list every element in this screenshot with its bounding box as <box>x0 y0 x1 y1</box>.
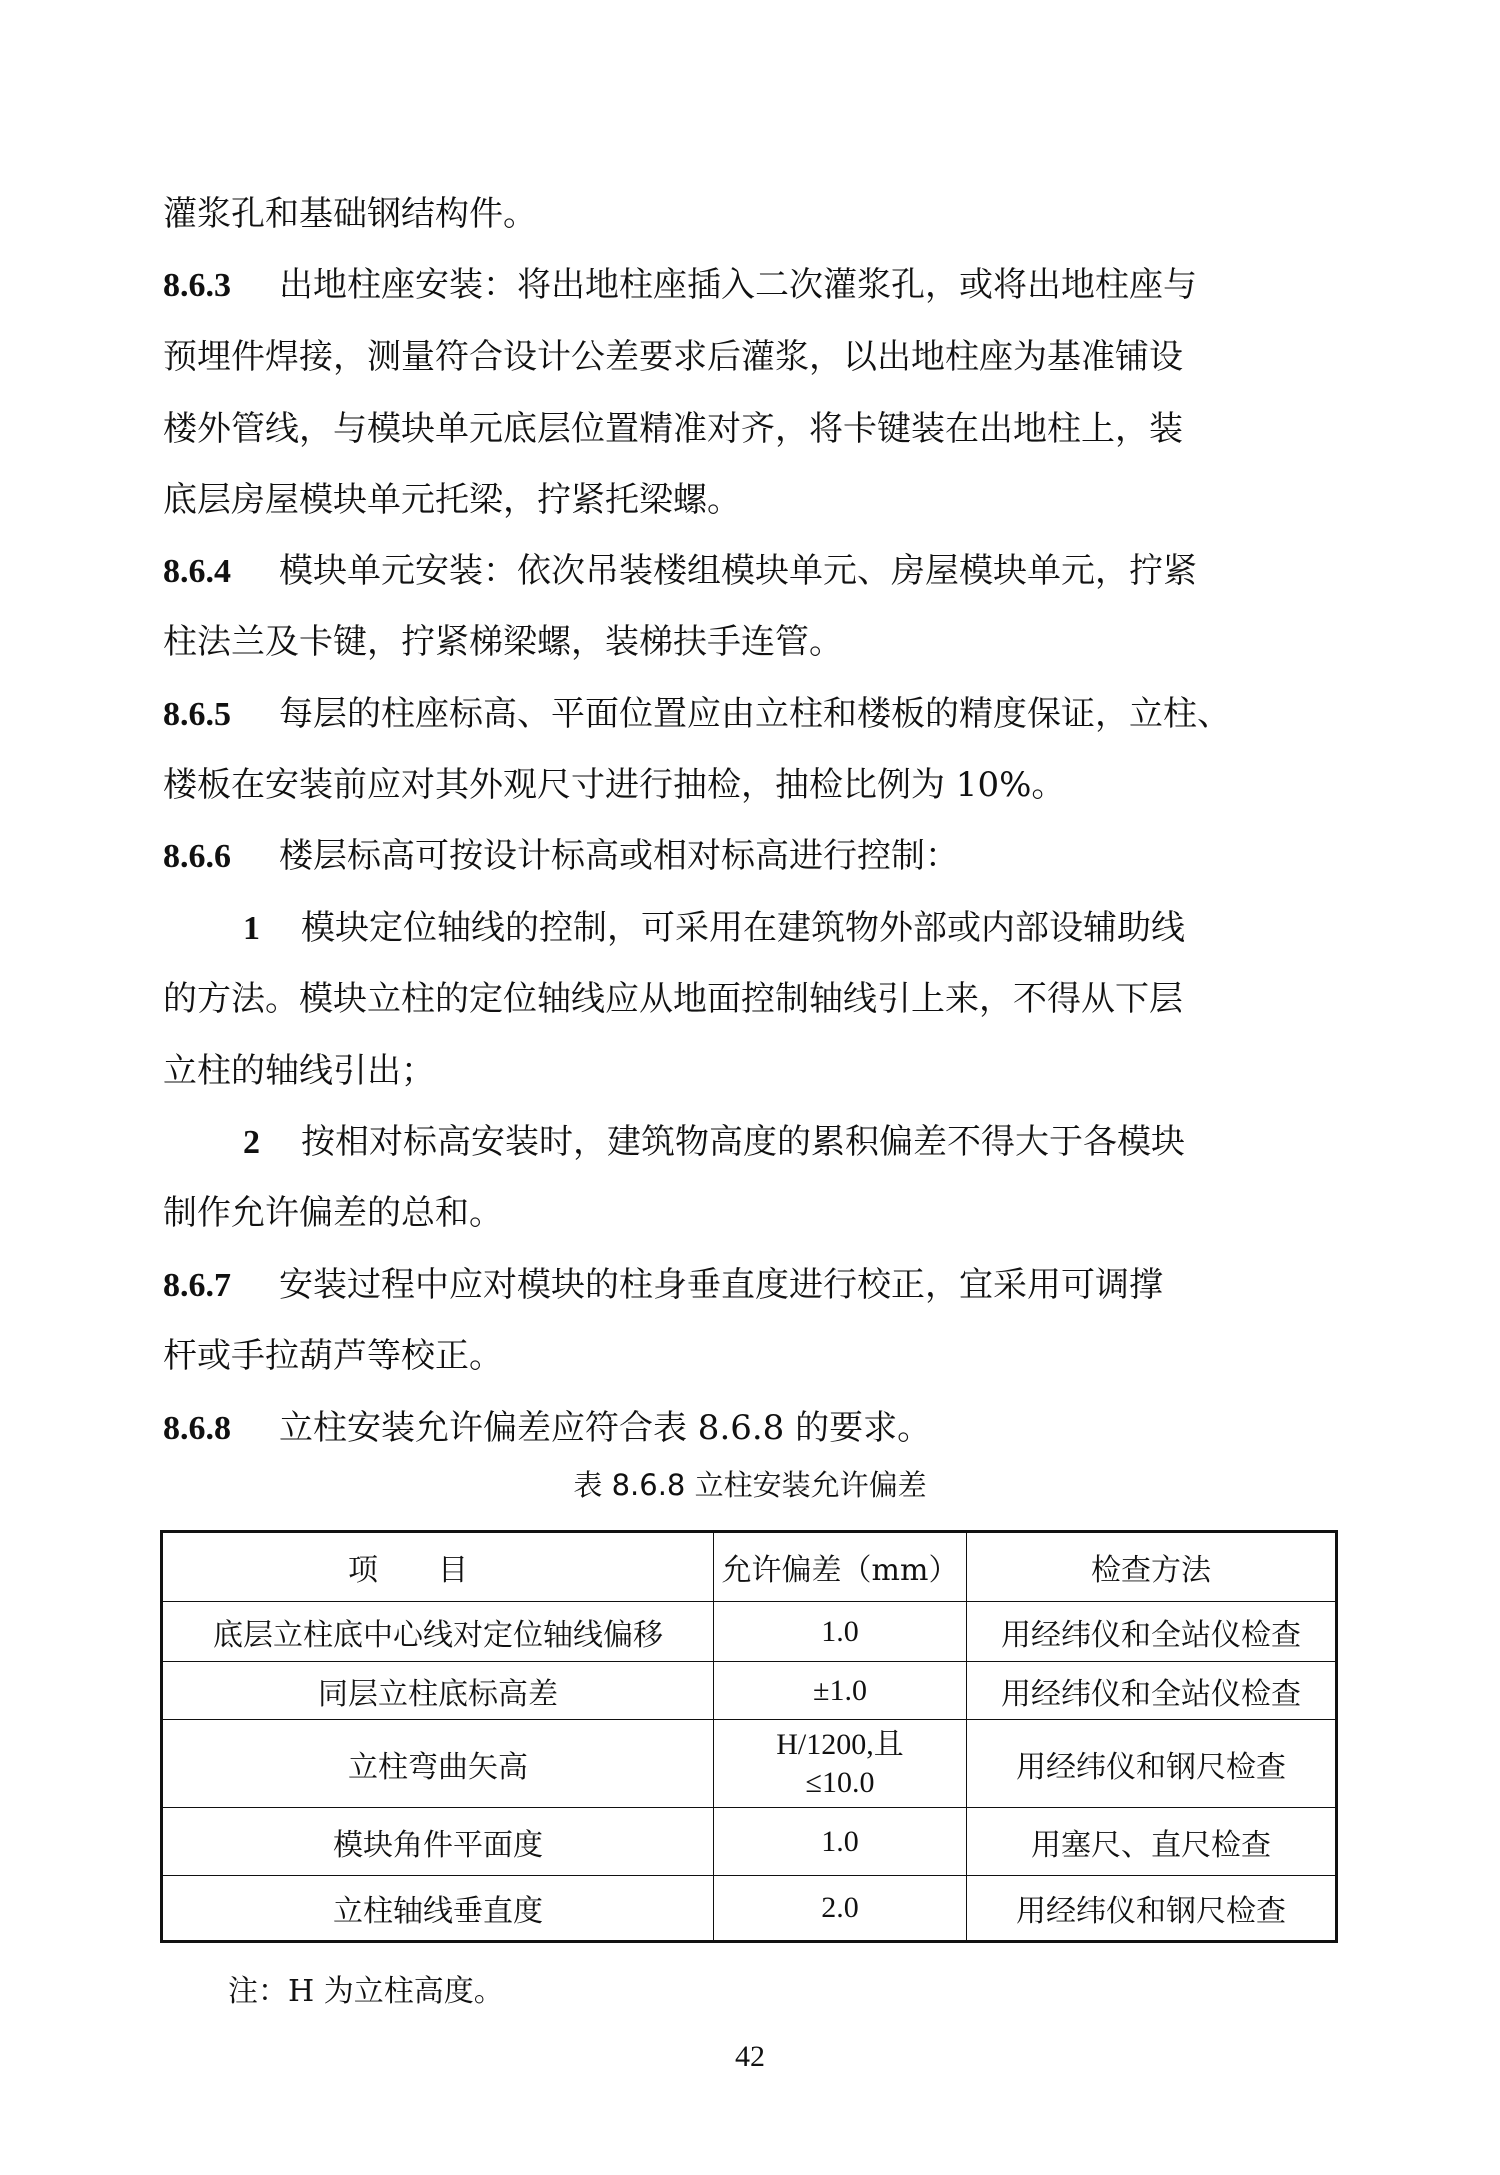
list-item-2-line-1 <box>163 1120 1423 1165</box>
item-number: 2 <box>243 1124 260 1161</box>
cell-tolerance: ±1.0 <box>714 1662 967 1720</box>
paragraph-continuation: 灌浆孔和基础钢结构件。 <box>163 194 537 234</box>
cell-tolerance: 1.0 <box>714 1808 967 1876</box>
table-row <box>162 1876 1337 1942</box>
clause-number: 8.6.5 <box>163 696 231 733</box>
cell-item: 同层立柱底标高差 <box>162 1662 714 1720</box>
clause-text-line: 预埋件焊接，测量符合设计公差要求后灌浆，以出地柱座为基准铺设 <box>163 337 1183 377</box>
header-tolerance: 允许偏差（mm） <box>714 1532 967 1602</box>
cell-tolerance <box>714 1720 967 1808</box>
header-method: 检查方法 <box>967 1532 1337 1602</box>
table-title: 表 8.6.8 立柱安装允许偏差 <box>573 1468 927 1502</box>
clause-8-6-6-line-1 <box>163 834 1343 879</box>
table-row <box>162 1808 1337 1876</box>
table-row <box>162 1720 1337 1808</box>
cell-item: 立柱弯曲矢高 <box>162 1720 714 1808</box>
clause-text: 安装过程中应对模块的柱身垂直度进行校正，宜采用可调撑 <box>279 1265 1163 1305</box>
clause-number: 8.6.3 <box>163 267 231 304</box>
cell-tolerance: 2.0 <box>714 1876 967 1942</box>
clause-text: 楼层标高可按设计标高或相对标高进行控制： <box>279 836 959 876</box>
clause-text: 出地柱座安装：将出地柱座插入二次灌浆孔，或将出地柱座与 <box>279 265 1197 305</box>
clause-text-line: 柱法兰及卡键，拧紧梯梁螺，装梯扶手连管。 <box>163 622 843 662</box>
cell-method: 用经纬仪和全站仪检查 <box>967 1662 1337 1720</box>
clause-number: 8.6.8 <box>163 1410 231 1447</box>
clause-text-line: 楼外管线，与模块单元底层位置精准对齐，将卡键装在出地柱上，装 <box>163 409 1183 449</box>
cell-tolerance: 1.0 <box>714 1602 967 1662</box>
deviation-table <box>160 1530 1338 1943</box>
clause-8-6-3-line-1 <box>163 263 1343 308</box>
clause-text-line: 底层房屋模块单元托梁，拧紧托梁螺。 <box>163 480 741 520</box>
clause-8-6-5-line-1 <box>163 692 1343 737</box>
clause-text: 每层的柱座标高、平面位置应由立柱和楼板的精度保证，立柱、 <box>279 694 1231 734</box>
clause-number: 8.6.7 <box>163 1267 231 1304</box>
cell-item: 底层立柱底中心线对定位轴线偏移 <box>162 1602 714 1662</box>
clause-number: 8.6.6 <box>163 838 231 875</box>
header-item: 项目 <box>162 1532 714 1602</box>
page-number: 42 <box>735 2040 765 2073</box>
list-item-1-line-1 <box>163 906 1423 951</box>
clause-8-6-7-line-1 <box>163 1263 1343 1308</box>
cell-item: 模块角件平面度 <box>162 1808 714 1876</box>
item-number: 1 <box>243 910 260 947</box>
tolerance-line-1: H/1200,且 <box>776 1727 904 1761</box>
cell-method: 用塞尺、直尺检查 <box>967 1808 1337 1876</box>
clause-text: 模块单元安装：依次吊装楼组模块单元、房屋模块单元，拧紧 <box>279 551 1197 591</box>
table-row <box>162 1662 1337 1720</box>
cell-method: 用经纬仪和钢尺检查 <box>967 1876 1337 1942</box>
table-row <box>162 1602 1337 1662</box>
cell-method: 用经纬仪和全站仪检查 <box>967 1602 1337 1662</box>
clause-text-line: 杆或手拉葫芦等校正。 <box>163 1336 503 1376</box>
item-text: 模块定位轴线的控制，可采用在建筑物外部或内部设辅助线 <box>301 908 1185 948</box>
table-note: 注：H 为立柱高度。 <box>228 1974 504 2009</box>
item-text-line: 制作允许偏差的总和。 <box>163 1193 503 1233</box>
cell-method: 用经纬仪和钢尺检查 <box>967 1720 1337 1808</box>
item-text-line: 的方法。模块立柱的定位轴线应从地面控制轴线引上来，不得从下层 <box>163 979 1183 1019</box>
clause-number: 8.6.4 <box>163 553 231 590</box>
table-header-row <box>162 1532 1337 1602</box>
item-text-line: 立柱的轴线引出； <box>163 1051 435 1091</box>
tolerance-line-2: ≤10.0 <box>805 1765 875 1799</box>
item-text: 按相对标高安装时，建筑物高度的累积偏差不得大于各模块 <box>301 1122 1185 1162</box>
clause-8-6-8-line-1 <box>163 1406 1343 1451</box>
cell-item: 立柱轴线垂直度 <box>162 1876 714 1942</box>
clause-8-6-4-line-1 <box>163 549 1343 594</box>
clause-text-line: 楼板在安装前应对其外观尺寸进行抽检，抽检比例为 10%。 <box>163 765 1066 805</box>
clause-text: 立柱安装允许偏差应符合表 8.6.8 的要求。 <box>279 1408 932 1448</box>
